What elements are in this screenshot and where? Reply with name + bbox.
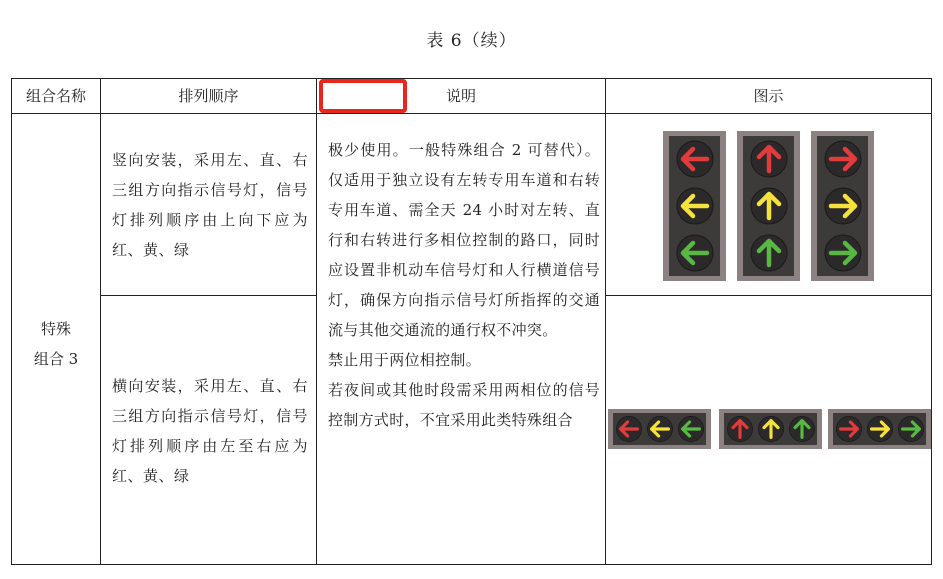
header-order: 排列顺序 bbox=[178, 87, 239, 105]
arrow-left-red-icon bbox=[615, 415, 643, 443]
arrow-up-red-icon bbox=[749, 139, 789, 179]
arrow-right-red-icon bbox=[835, 415, 863, 443]
arrow-up-red-icon bbox=[726, 415, 754, 443]
row-divider bbox=[100, 295, 316, 296]
arrow-left-yellow-icon bbox=[675, 186, 715, 226]
header-description: 说明 bbox=[445, 87, 476, 105]
order-horizontal-text: 横向安装，采用左、直、右三组方向指示信号灯，信号灯排列顺序由左至右应为红、黄、绿 bbox=[112, 377, 308, 485]
header-illustration: 图示 bbox=[753, 87, 784, 105]
column-divider bbox=[316, 79, 317, 564]
horizontal-signal-right bbox=[828, 409, 931, 449]
arrow-up-green-icon bbox=[788, 415, 816, 443]
arrow-up-green-icon bbox=[749, 233, 789, 273]
combo-name-line1: 特殊 bbox=[40, 320, 71, 338]
arrow-up-yellow-icon bbox=[749, 186, 789, 226]
arrow-left-green-icon bbox=[675, 233, 715, 273]
arrow-right-green-icon bbox=[823, 233, 863, 273]
table-title: 表 6（续） bbox=[426, 31, 517, 51]
vertical-signal-straight bbox=[737, 131, 800, 281]
arrow-left-green-icon bbox=[677, 415, 705, 443]
arrow-right-red-icon bbox=[823, 139, 863, 179]
combo-name bbox=[12, 314, 100, 374]
description-text bbox=[328, 135, 600, 435]
column-divider bbox=[605, 79, 606, 564]
row-divider bbox=[605, 295, 931, 296]
description-paragraph-1: 极少使用。一般特殊组合 2 可替代）。仅适用于独立设有左转专用车道和右转专用车道、需全天 24 小时对左转、直行和右转进行多相位控制的路口，同时应设置非机动车信号灯和人行横道信号灯，确保方向指示信号灯所指挥的交通流与其他交通流的通行权不冲突。 bbox=[328, 141, 600, 339]
highlight-box bbox=[319, 79, 407, 113]
arrow-right-yellow-icon bbox=[823, 186, 863, 226]
vertical-signal-right bbox=[811, 131, 874, 281]
arrow-left-red-icon bbox=[675, 139, 715, 179]
description-paragraph-2: 禁止用于两位相控制。 bbox=[328, 351, 482, 369]
description-paragraph-3: 若夜间或其他时段需采用两相位的信号控制方式时，不宜采用此类特殊组合 bbox=[328, 381, 600, 429]
vertical-signal-left bbox=[663, 131, 726, 281]
combo-name-line2: 组合 3 bbox=[33, 350, 79, 368]
header-divider bbox=[12, 113, 931, 114]
horizontal-signal-left bbox=[608, 409, 711, 449]
signal-combination-table bbox=[11, 78, 932, 565]
description-highlight-text: 极少使用 bbox=[328, 141, 393, 159]
column-divider bbox=[100, 79, 101, 564]
arrow-right-yellow-icon bbox=[866, 415, 894, 443]
arrow-right-green-icon bbox=[897, 415, 925, 443]
horizontal-signal-straight bbox=[719, 409, 822, 449]
arrow-left-yellow-icon bbox=[646, 415, 674, 443]
order-vertical-text: 竖向安装，采用左、直、右三组方向指示信号灯，信号灯排列顺序由上向下应为红、黄、绿 bbox=[112, 151, 308, 259]
header-combo-name: 组合名称 bbox=[25, 87, 86, 105]
arrow-up-yellow-icon bbox=[757, 415, 785, 443]
